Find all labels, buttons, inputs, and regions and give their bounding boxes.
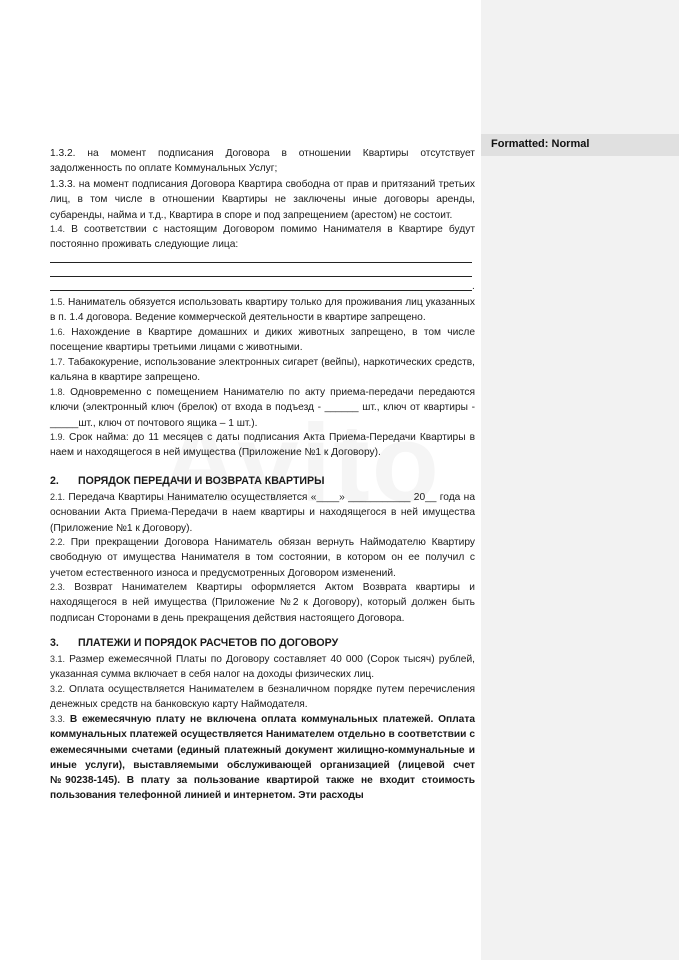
- clause-3-2: [50, 682, 475, 713]
- clause-number: 1.8.: [50, 387, 66, 397]
- clause-1-8: [50, 385, 475, 431]
- clause-1-4: [50, 222, 475, 253]
- clause-text: Возврат Нанимателем Квартиры оформляется Актом Возврата квартиры и находящегося в ней имущества (Приложение №2 к Договору), который должен быть подписан Сторонами в день прекращения действия настоящего Договора.: [50, 582, 475, 624]
- line-end-dot: .: [472, 281, 475, 292]
- section-number: 3.: [50, 637, 59, 649]
- clause-number: 1.3.3.: [50, 179, 76, 190]
- document-page: [50, 0, 476, 960]
- clause-number: 3.3.: [50, 714, 66, 724]
- clause-1-7: [50, 355, 475, 386]
- clause-number: 3.2.: [50, 684, 66, 694]
- section-3-heading: [50, 636, 475, 651]
- section-2-heading: [50, 474, 475, 489]
- clause-number: 1.6.: [50, 327, 66, 337]
- clause-1-9: [50, 430, 475, 461]
- clause-text: Передача Квартиры Нанимателю осуществляется «____» ___________ 20__ года на основании Акта Приема-Передачи в наем квартиры и находящегося в ней имущества (Приложение №1 к Договору).: [50, 492, 475, 534]
- clause-text: В соответствии с настоящим Договором помимо Нанимателя в Квартире будут постоянно проживать следующие лица:: [50, 224, 475, 251]
- clause-number: 1.5.: [50, 297, 66, 307]
- clause-text: на момент подписания Договора в отношении Квартиры отсутствует задолженность по оплате Коммунальных Услуг;: [50, 148, 475, 175]
- clause-3-1: [50, 652, 475, 683]
- clause-number: 2.1.: [50, 492, 66, 502]
- clause-number: 2.2.: [50, 537, 66, 547]
- clause-number: 3.1.: [50, 654, 66, 664]
- formatting-comment[interactable]: [481, 134, 679, 156]
- clause-1-3-2: [50, 146, 475, 177]
- section-number: 2.: [50, 475, 59, 487]
- comment-label: Formatted: Normal: [491, 138, 590, 150]
- clause-1-5: [50, 295, 475, 326]
- clause-1-6: [50, 325, 475, 356]
- clause-text: В ежемесячную плату не включена оплата коммунальных платежей. Оплата коммунальных платежей осуществляется Нанимателем отдельно в соответствии с ежемесячными счетами (единый платежный документ жилищно-коммунальные и иные услуги), выставляемыми обслуживающей организацией (лицевой счет №90238-145). В плату за пользование квартирой также не входит стоимость пользования телефонной линией и интернетом. Эти расходы: [50, 714, 475, 802]
- clause-number: 1.4.: [50, 224, 66, 234]
- clause-number: 1.3.2.: [50, 148, 76, 159]
- clause-1-3-3: [50, 177, 475, 223]
- clause-2-3: [50, 580, 475, 626]
- clause-number: 2.3.: [50, 582, 66, 592]
- clause-number: 1.7.: [50, 357, 66, 367]
- clause-text: Одновременно с помещением Нанимателю по акту приема-передачи передаются ключи (электронный ключ (брелок) от входа в подъезд - ______ шт., ключ от квартиры - _____шт., ключ от почтового ящика – 1 шт.).: [50, 387, 475, 429]
- clause-text: Нахождение в Квартире домашних и диких животных запрещено, в том числе посещение квартиры третьими лицами с животными.: [50, 327, 475, 354]
- clause-text: Оплата осуществляется Нанимателем в безналичном порядке путем перечисления денежных средств на банковскую карту Наймодателя.: [50, 684, 475, 711]
- clause-text: на момент подписания Договора Квартира свободна от прав и притязаний третьих лиц, в том числе в отношении Квартиры не заключены иные договоры аренды, субаренды, найма и т.д., Квартира в споре и под запрещением (арестом) не состоит.: [50, 179, 475, 221]
- clause-text: Табакокурение, использование электронных сигарет (вейпы), наркотических средств, кальяна в квартире запрещено.: [50, 357, 475, 384]
- blank-line: [50, 290, 472, 291]
- blank-line: [50, 276, 472, 277]
- clause-text: При прекращении Договора Наниматель обязан вернуть Наймодателю Квартиру свободную от имущества Нанимателя в том состоянии, в котором он ее получил с учетом естественного износа и предусмотренных Договором изменений.: [50, 537, 475, 579]
- clause-text: Срок найма: до 11 месяцев с даты подписания Акта Приема-Передачи Квартиры в наем и находящегося в ней имущества (Приложение №1 к Договору).: [50, 432, 475, 459]
- clause-2-2: [50, 535, 475, 581]
- section-title: ПОРЯДОК ПЕРЕДАЧИ И ВОЗВРАТА КВАРТИРЫ: [78, 475, 325, 487]
- blank-line: [50, 262, 472, 263]
- clause-number: 1.9.: [50, 432, 66, 442]
- clause-text: Наниматель обязуется использовать квартиру только для проживания лиц указанных в п. 1.4 договора. Ведение коммерческой деятельности в квартире запрещено.: [50, 297, 475, 324]
- clause-3-3: [50, 712, 475, 804]
- clause-text: Размер ежемесячной Платы по Договору составляет 40 000 (Сорок тысяч) рублей, указанная сумма включает в себя налог на доходы физических лиц.: [50, 654, 475, 681]
- clause-2-1: [50, 490, 475, 536]
- section-title: ПЛАТЕЖИ И ПОРЯДОК РАСЧЕТОВ ПО ДОГОВОРУ: [78, 637, 339, 649]
